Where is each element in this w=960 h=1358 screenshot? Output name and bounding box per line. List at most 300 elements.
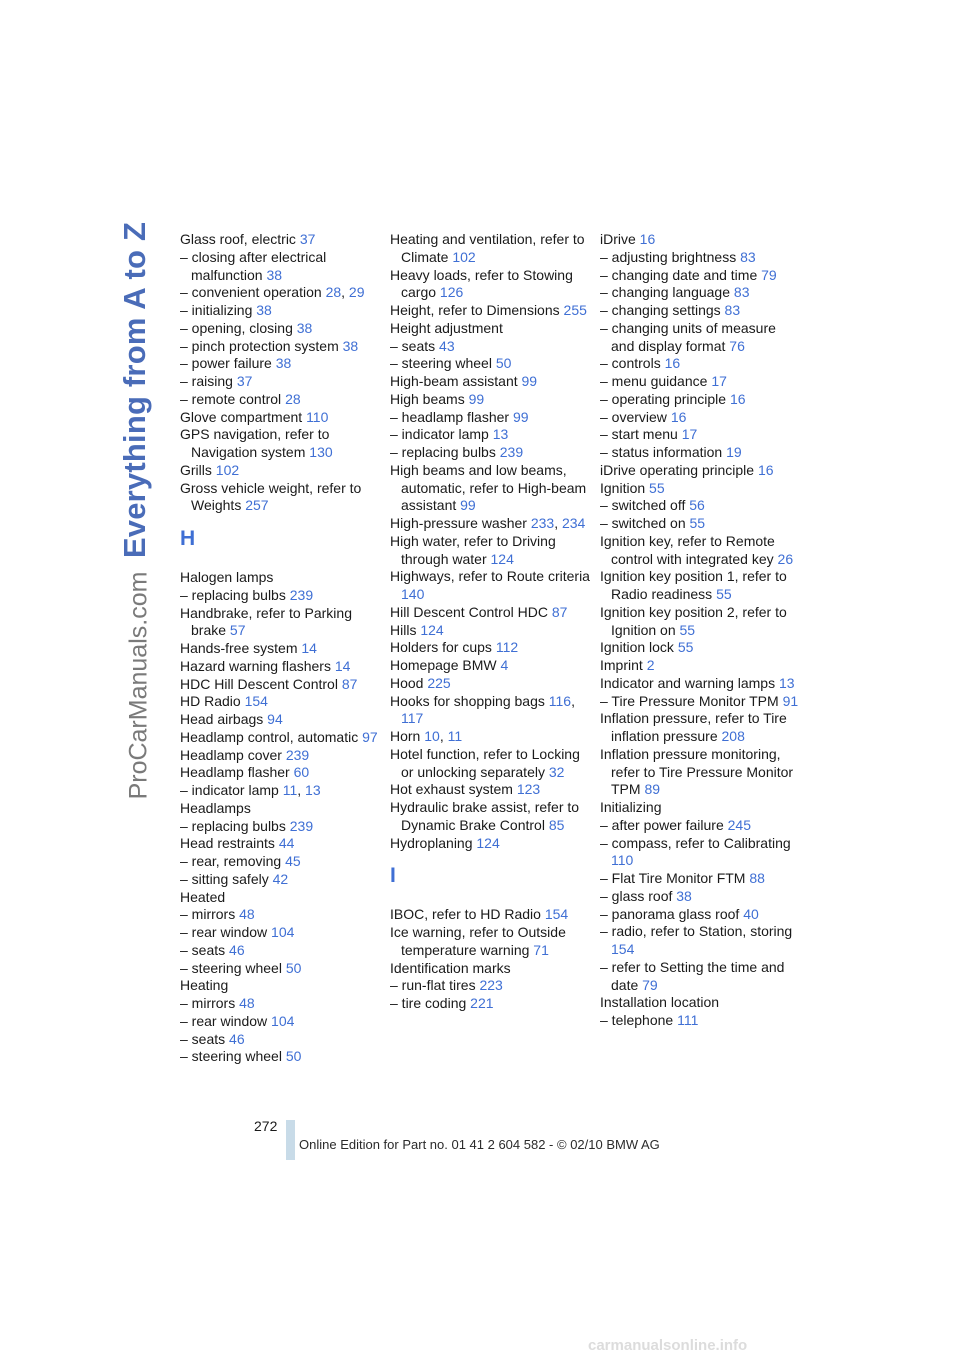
index-column-3 (600, 231, 802, 1030)
index-entry (390, 781, 592, 799)
index-entry (390, 906, 592, 924)
index-entry-text: Ice warning, refer to Outside temperature warning (390, 924, 566, 958)
page-reference-link[interactable]: 99 (460, 497, 476, 514)
index-entry-text: – overview (600, 408, 667, 425)
index-entry (600, 302, 802, 320)
page-reference-link[interactable]: 89 (644, 781, 661, 798)
index-entry (390, 622, 592, 640)
index-entry-text: Hydraulic brake assist, refer to Dynamic Brake Control (390, 799, 580, 833)
page-reference-link[interactable]: 255 (563, 302, 587, 318)
index-entry-text: – pinch protection system (180, 337, 339, 354)
page-reference-link[interactable]: 11 (282, 782, 298, 798)
index-entry-text: Gross vehicle weight, refer to Weights (180, 479, 362, 514)
index-entry-text: – steering wheel (180, 1048, 282, 1065)
index-entry (600, 462, 802, 480)
page-reference-link[interactable]: 223 (479, 977, 503, 994)
index-entry (600, 515, 802, 533)
page-number: 272 (254, 1118, 278, 1134)
index-entry-text: – raising (180, 373, 233, 389)
side-watermark-vertical (122, 560, 156, 810)
page-reference-link[interactable]: 38 (296, 319, 313, 336)
index-entry-text: – changing language (600, 284, 731, 301)
index-entry-text: – power failure (180, 355, 272, 372)
index-entry-text: Ignition key, refer to Remote control with integrated key (600, 532, 775, 567)
index-entry (600, 320, 802, 356)
index-entry (600, 693, 802, 711)
index-entry-text: – replacing bulbs (180, 586, 286, 603)
page-reference-link[interactable]: 99 (512, 408, 529, 425)
index-entry-text: – Flat Tire Monitor FTM (600, 870, 746, 886)
index-entry-text: – rear window (180, 1012, 268, 1029)
page-reference-link[interactable]: 38 (275, 355, 292, 372)
index-entry (180, 658, 382, 676)
page-reference-link[interactable]: 46 (229, 941, 245, 958)
index-entry-text: Glove compartment (180, 408, 303, 425)
index-entry (180, 1031, 382, 1049)
index-entry-text: – remote control (180, 390, 282, 407)
index-entry (180, 747, 382, 765)
index-entry-text: Hill Descent Control HDC (390, 603, 548, 620)
index-entry (390, 320, 592, 338)
page-reference-link[interactable]: 79 (761, 266, 777, 283)
page-reference-link[interactable]: 116 (548, 692, 572, 709)
index-entry (180, 355, 382, 373)
index-entry-text: Ignition key position 1, refer to Radio readiness (600, 568, 787, 602)
page-reference-link[interactable]: 55 (677, 639, 694, 656)
index-entry (180, 995, 382, 1013)
index-entry-text: Hotel function, refer to Locking or unlocking separately (390, 745, 580, 780)
page-reference-link[interactable]: 13 (779, 674, 795, 691)
index-entry (180, 426, 382, 462)
page-reference-link[interactable]: 16 (729, 390, 746, 407)
index-entry-text: – radio, refer to Station, storing (600, 923, 793, 940)
index-entry (600, 604, 802, 640)
index-entry-text: High beams and low beams, automatic, refer to High-beam assistant (390, 461, 587, 514)
index-entry (390, 604, 592, 622)
page-reference-link[interactable]: 88 (749, 870, 765, 886)
page-reference-link[interactable]: 85 (548, 816, 565, 833)
page-reference-link[interactable]: 4 (500, 657, 509, 673)
index-entry (390, 409, 592, 427)
index-entry-text: – refer to Setting the time and date (600, 958, 785, 993)
page-reference-link[interactable]: 13 (305, 782, 321, 798)
index-entry (600, 426, 802, 444)
index-entry: Horn 10, 11 (390, 728, 463, 744)
page-reference-link[interactable]: 38 (256, 302, 272, 318)
page-reference-link[interactable]: 26 (777, 550, 794, 567)
index-entry-text: High beams (390, 390, 465, 407)
page-reference-link[interactable]: 14 (301, 640, 317, 656)
page-reference-link[interactable]: 257 (245, 497, 269, 514)
index-entry (390, 924, 592, 960)
page-reference-link[interactable]: 99 (468, 390, 485, 407)
index-entry (180, 889, 382, 907)
index-column-1 (180, 231, 382, 1066)
index-entry (180, 640, 382, 658)
page-reference-link[interactable]: 123 (516, 781, 541, 798)
index-entry (600, 710, 802, 746)
page-reference-link[interactable]: 40 (743, 905, 759, 922)
page-reference-link[interactable]: 87 (551, 603, 568, 620)
index-entry (180, 587, 382, 605)
index-entry (390, 568, 592, 604)
page-reference-link[interactable]: 140 (401, 586, 425, 602)
footer-accent-bar (286, 1120, 295, 1160)
index-entry-text: – steering wheel (390, 355, 492, 372)
index-entry-text: – seats (390, 337, 436, 354)
index-entry-text: Headlamp cover (180, 746, 282, 763)
index-entry-text: Halogen lamps (180, 569, 274, 585)
page-reference-link[interactable]: 29 (348, 284, 365, 301)
index-entry (600, 568, 802, 604)
index-entry (180, 924, 382, 942)
page-reference-link[interactable]: 239 (289, 586, 314, 603)
page-reference-link[interactable]: 124 (490, 550, 514, 567)
index-entry-text: – initializing (180, 302, 253, 318)
index-entry-text: – controls (600, 355, 661, 372)
page-reference-link[interactable]: 60 (293, 764, 310, 781)
index-entry-text: – replacing bulbs (390, 444, 496, 460)
index-entry-text: Heating (180, 977, 229, 994)
index-entry-text: – tire coding (390, 995, 467, 1011)
section-letter: I (390, 864, 396, 888)
index-entry (180, 906, 382, 924)
index-entry-text: Imprint (600, 657, 643, 673)
index-entry (600, 1012, 802, 1030)
index-entry-text: Initializing (600, 799, 662, 815)
page-reference-link[interactable]: 79 (642, 976, 658, 993)
index-entry-text: Headlamps (180, 799, 251, 816)
index-entry-text: HDC Hill Descent Control (180, 675, 338, 692)
index-entry (390, 444, 592, 462)
page-reference-link[interactable]: 48 (239, 906, 255, 923)
index-entry-text: – steering wheel (180, 959, 282, 976)
index-entry-text: – changing units of measure and display format (600, 319, 776, 354)
page-reference-link[interactable]: 154 (244, 693, 268, 710)
page-reference-link[interactable]: 97 (362, 728, 378, 745)
page-reference-link[interactable]: 48 (239, 995, 255, 1011)
index-entry-text: Ignition key position 2, refer to Ignition on (600, 603, 787, 638)
page-reference-link[interactable]: 87 (341, 675, 358, 692)
page-reference-link[interactable]: 221 (470, 995, 494, 1011)
index-entry-text: – menu guidance (600, 373, 708, 389)
page-reference-link[interactable]: 91 (782, 692, 799, 709)
index-entry-text: – Tire Pressure Monitor TPM (600, 692, 779, 709)
index-entry-text: Hooks for shopping bags (390, 692, 545, 709)
index-entry-text: Heated (180, 888, 226, 905)
index-entry (600, 923, 802, 959)
page-reference-link[interactable]: 83 (733, 284, 750, 301)
index-entry (180, 1048, 382, 1066)
index-entry (390, 960, 592, 978)
index-entry (600, 817, 802, 835)
index-entry (600, 675, 802, 693)
index-entry (390, 267, 592, 303)
page-reference-link[interactable]: 28 (325, 284, 342, 301)
index-entry-text: Holders for cups (390, 639, 492, 656)
index-entry (600, 657, 802, 675)
page-reference-link[interactable]: 102 (452, 248, 476, 265)
page-reference-link[interactable]: 10 (424, 728, 440, 744)
index-entry-text: – sitting safely (180, 870, 269, 887)
index-entry (600, 746, 802, 799)
index-entry (600, 231, 802, 249)
page-reference-link[interactable]: 83 (740, 248, 756, 265)
index-entry-text: – changing date and time (600, 266, 758, 283)
index-entry: Hooks for shopping bags 116, 117 (390, 692, 575, 727)
page-reference-link[interactable]: 32 (548, 763, 565, 780)
index-entry-text: Head restraints (180, 835, 275, 852)
index-entry (600, 480, 802, 498)
index-entry-text: – telephone (600, 1012, 674, 1028)
index-entry (180, 1013, 382, 1031)
page-reference-link[interactable]: 245 (727, 816, 751, 833)
index-entry (180, 569, 382, 587)
page-reference-link[interactable]: 42 (272, 870, 289, 887)
index-entry (600, 249, 802, 267)
index-entry-text: – convenient operation (180, 284, 322, 301)
index-entry-text: – rear, removing (180, 853, 282, 869)
index-entry-text: – indicator lamp (390, 426, 489, 443)
page-reference-link[interactable]: 44 (278, 835, 295, 852)
index-entry (390, 995, 592, 1013)
index-entry (390, 355, 592, 373)
page-reference-link[interactable]: 99 (521, 373, 538, 389)
page-reference-link[interactable]: 239 (285, 746, 310, 763)
index-entry-text: – changing settings (600, 302, 721, 318)
index-entry-text: Identification marks (390, 959, 511, 976)
index-entry (180, 977, 382, 995)
page-reference-link[interactable]: 55 (689, 515, 706, 531)
index-entry-text: – adjusting brightness (600, 248, 737, 265)
page-reference-link[interactable]: 55 (716, 586, 732, 602)
index-entry-text: – run-flat tires (390, 977, 476, 994)
index-entry-text: – compass, refer to Calibrating (600, 834, 791, 851)
page-reference-link[interactable]: 17 (681, 426, 698, 443)
page-reference-link[interactable]: 233 (530, 515, 555, 531)
index-entry-text: High water, refer to Driving through water (390, 532, 556, 567)
index-entry (180, 853, 382, 871)
page-reference-link[interactable]: 14 (334, 657, 351, 674)
page-reference-link[interactable]: 102 (215, 461, 240, 478)
index-entry-text: Height adjustment (390, 319, 503, 336)
page-reference-link[interactable]: 55 (679, 621, 696, 638)
index-entry-text: – glass roof (600, 887, 673, 904)
index-entry-text: Hydroplaning (390, 834, 473, 851)
index-entry-text: Inflation pressure, refer to Tire inflation pressure (600, 710, 787, 744)
index-entry (180, 676, 382, 694)
index-entry (390, 799, 592, 835)
page-reference-link[interactable]: 56 (689, 497, 705, 514)
index-entry (390, 639, 592, 657)
page-reference-link[interactable]: 124 (476, 834, 500, 851)
page-reference-link[interactable]: 16 (670, 408, 687, 425)
bottom-watermark: carmanualsonline.info (588, 1337, 748, 1354)
page-reference-link[interactable]: 83 (724, 302, 741, 318)
index-entry-text: HD Radio (180, 693, 241, 710)
index-entry-text: High-pressure washer (390, 515, 527, 531)
index-entry (600, 906, 802, 924)
page-reference-link[interactable]: 50 (285, 1048, 302, 1065)
index-entry-text: – status information (600, 444, 723, 460)
index-entry-text: Hazard warning flashers (180, 657, 331, 674)
index-entry-text: Heating and ventilation, refer to Climate (390, 231, 585, 265)
index-entry-text: IBOC, refer to HD Radio (390, 906, 541, 923)
page-reference-link[interactable]: 38 (676, 887, 692, 904)
page-reference-link[interactable]: 17 (711, 373, 727, 389)
page-reference-link[interactable]: 110 (611, 852, 634, 869)
page-reference-link[interactable]: 124 (420, 621, 444, 638)
page-reference-link[interactable]: 94 (267, 711, 283, 727)
page-reference-link[interactable]: 37 (299, 231, 316, 247)
section-title-vertical (117, 221, 153, 559)
index-entry-text: – mirrors (180, 906, 236, 923)
index-entry-text: Highways, refer to Route criteria (390, 568, 590, 585)
page-reference-link[interactable]: 43 (439, 337, 455, 354)
index-entry (600, 409, 802, 427)
page-reference-link[interactable]: 11 (447, 728, 463, 744)
page-reference-link[interactable]: 111 (677, 1012, 699, 1028)
page-reference-link[interactable]: 154 (544, 906, 569, 923)
index-entry (390, 338, 592, 356)
page-reference-link[interactable]: 16 (664, 355, 681, 372)
page-reference-link[interactable]: 110 (306, 408, 329, 425)
index-entry (390, 675, 592, 693)
index-entry-text: – switched on (600, 515, 686, 531)
page-reference-link[interactable]: 45 (285, 853, 301, 869)
index-entry-text: Glass roof, electric (180, 231, 296, 247)
index-entry (600, 888, 802, 906)
page-reference-link[interactable]: 71 (533, 941, 549, 958)
page-reference-link[interactable]: 19 (726, 444, 742, 460)
page-reference-link[interactable]: 50 (495, 355, 512, 372)
page-reference-link[interactable]: 46 (229, 1030, 245, 1047)
index-entry-text: – start menu (600, 426, 678, 443)
index-entry-text: – replacing bulbs (180, 817, 286, 834)
index-entry-text: – closing after electrical malfunction (180, 248, 327, 283)
page-reference-link[interactable]: 16 (757, 461, 774, 478)
index-entry-text: Grills (180, 461, 212, 478)
index-entry (180, 818, 382, 836)
page-reference-link[interactable]: 38 (342, 337, 359, 354)
index-entry (390, 835, 592, 853)
index-entry-text: Heavy loads, refer to Stowing cargo (390, 266, 573, 301)
index-entry-text: – seats (180, 941, 226, 958)
page-reference-link[interactable]: 28 (285, 390, 301, 407)
index-entry-text: Inflation pressure monitoring, refer to Tire Pressure Monitor TPM (600, 745, 794, 798)
index-entry (390, 657, 592, 675)
index-entry (180, 942, 382, 960)
index-entry-text: Hands-free system (180, 640, 298, 656)
index-entry: High-pressure washer 233, 234 (390, 515, 586, 531)
index-entry-text: Hills (390, 621, 417, 638)
side-watermark-text: ProCarManuals.com (124, 571, 153, 799)
index-entry (180, 373, 382, 391)
index-entry-text: Ignition (600, 479, 646, 496)
index-entry (180, 764, 382, 782)
index-entry-text: High-beam assistant (390, 373, 518, 389)
page-reference-link[interactable]: 37 (236, 373, 253, 389)
page-reference-link[interactable]: 154 (611, 941, 635, 957)
page-reference-link[interactable]: 126 (439, 284, 464, 301)
index-entry (600, 959, 802, 995)
index-entry-text: Height, refer to Dimensions (390, 302, 560, 318)
index-entry (600, 373, 802, 391)
index-entry (390, 462, 592, 515)
index-entry (600, 870, 802, 888)
page-reference-link[interactable]: 234 (561, 515, 586, 531)
page-reference-link[interactable]: 117 (401, 710, 424, 727)
index-entry (180, 302, 382, 320)
index-entry (180, 871, 382, 889)
index-entry (180, 800, 382, 818)
page-reference-link[interactable]: 104 (271, 924, 295, 940)
page-reference-link[interactable]: 112 (495, 639, 519, 656)
index-entry-text: – panorama glass roof (600, 905, 740, 922)
index-entry (180, 249, 382, 285)
index-entry-text: Handbrake, refer to Parking brake (180, 604, 352, 639)
index-entry-text: Hood (390, 674, 424, 691)
index-entry (600, 267, 802, 285)
page-reference-link[interactable]: 16 (639, 231, 656, 247)
page-reference-link[interactable]: 2 (646, 657, 655, 673)
index-entry-text: Indicator and warning lamps (600, 674, 776, 691)
page-reference-link[interactable]: 208 (721, 728, 745, 744)
page-reference-link[interactable]: 13 (492, 426, 509, 443)
page-reference-link[interactable]: 239 (289, 817, 314, 834)
index-entry: – indicator lamp 11, 13 (180, 782, 321, 798)
page-reference-link[interactable]: 50 (285, 959, 302, 976)
index-entry (180, 693, 382, 711)
index-entry (180, 711, 382, 729)
page-reference-link[interactable]: 225 (427, 674, 451, 691)
index-entry-text: Hot exhaust system (390, 781, 513, 798)
index-entry (600, 994, 802, 1012)
page-reference-link[interactable]: 239 (499, 444, 524, 460)
index-entry-text: – switched off (600, 497, 686, 514)
index-column-2 (390, 231, 592, 1013)
page-reference-link[interactable]: 38 (266, 266, 283, 283)
index-entry-text: – headlamp flasher (390, 408, 510, 425)
index-entry (180, 462, 382, 480)
index-entry (180, 338, 382, 356)
index-entry (390, 746, 592, 782)
footer-edition-text: Online Edition for Part no. 01 41 2 604 582 - © 02/10 BMW AG (299, 1137, 660, 1152)
page-reference-link[interactable]: 104 (271, 1012, 295, 1029)
index-entry (600, 391, 802, 409)
section-letter: H (180, 527, 196, 550)
page-reference-link[interactable]: 76 (729, 337, 745, 354)
index-entry (600, 533, 802, 569)
index-entry (180, 835, 382, 853)
index-entry-text: iDrive (600, 231, 636, 247)
page-reference-link[interactable]: 55 (649, 479, 665, 496)
index-entry (390, 533, 592, 569)
page-reference-link[interactable]: 130 (309, 444, 333, 460)
index-entry: – convenient operation 28, 29 (180, 284, 365, 301)
index-entry (180, 320, 382, 338)
index-entry (390, 977, 592, 995)
index-entry (600, 639, 802, 657)
index-entry-text: iDrive operating principle (600, 461, 755, 478)
index-entry-text: – operating principle (600, 390, 727, 407)
page-reference-link[interactable]: 57 (229, 622, 246, 639)
index-entry-text: Installation location (600, 994, 720, 1011)
index-entry (600, 835, 802, 871)
index-entry-text: Ignition lock (600, 639, 674, 656)
index-entry-text: – rear window (180, 924, 268, 940)
index-entry-text: Homepage BMW (390, 657, 497, 673)
